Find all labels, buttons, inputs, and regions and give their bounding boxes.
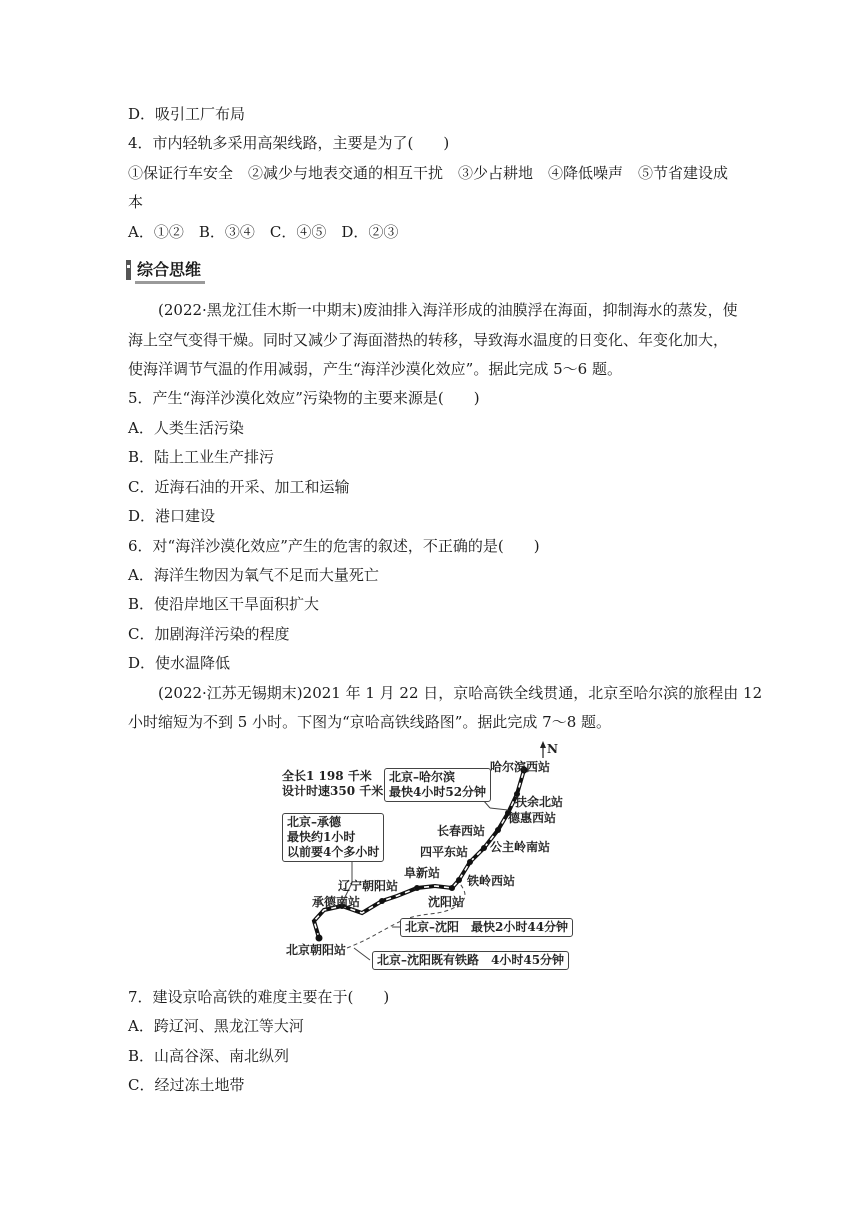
station-tieling-west: 铁岭西站 (467, 874, 516, 888)
question-6-option-d: D．使水温降低 (128, 654, 231, 672)
passage-2-line-2: 小时缩短为不到 5 小时。下图为“京哈高铁线路图”。据此完成 7～8 题。 (128, 713, 612, 731)
question-4-options: A．①② B．③④ C．④⑤ D．②③ (128, 223, 399, 241)
question-4-items-cont: 本 (128, 193, 144, 211)
passage-1-line-2: 海上空气变得干燥。同时又减少了海面潜热的转移，导致海水温度的日变化、年变化加大， (128, 331, 729, 349)
passage-1-line-3: 使海洋调节气温的作用减弱，产生“海洋沙漠化效应”。据此完成 5～6 题。 (128, 360, 622, 378)
railway-route-map (272, 738, 592, 976)
question-5-option-c: C．近海石油的开采、加工和运输 (128, 478, 350, 496)
box-beijing-harbin-line-1: 北京–哈尔滨 (389, 770, 456, 784)
question-5-option-d: D．港口建设 (128, 507, 216, 525)
station-siping-east: 四平东站 (420, 845, 469, 859)
station-dehui-west: 德惠西站 (508, 811, 557, 825)
question-4-stem: 4．市内轻轨多采用高架线路，主要是为了( ) (128, 134, 450, 152)
question-6-option-a: A．海洋生物因为氧气不足而大量死亡 (128, 566, 379, 584)
question-5-option-a: A．人类生活污染 (128, 419, 244, 437)
question-7-option-a: A．跨辽河、黑龙江等大河 (128, 1017, 304, 1035)
box-beijing-chengde-line-2: 最快约1小时 (287, 830, 356, 844)
question-6-stem: 6．对“海洋沙漠化效应”产生的危害的叙述，不正确的是( ) (128, 537, 540, 555)
route-speed-info: 设计时速350 千米 (282, 784, 384, 798)
question-7-option-b: B．山高谷深、南北纵列 (128, 1047, 290, 1065)
station-liaoning-chaoyang: 辽宁朝阳站 (338, 879, 399, 893)
section-title: 综合思维 (135, 257, 205, 284)
box-beijing-chengde-line-1: 北京–承德 (287, 815, 342, 829)
passage-1-line-1: (2022·黑龙江佳木斯一中期末)废油排入海洋形成的油膜浮在海面，抑制海水的蒸发，使 (158, 301, 738, 319)
station-chengde-south: 承德南站 (312, 895, 361, 909)
box-beijing-harbin-line-2: 最快4小时52分钟 (389, 785, 487, 799)
north-arrow-label: N (547, 742, 558, 756)
question-6-option-b: B．使沿岸地区干旱面积扩大 (128, 595, 320, 613)
box-beijing-shenyang: 北京–沈阳 最快2小时44分钟 (400, 918, 573, 937)
station-shenyang: 沈阳站 (428, 895, 465, 909)
question-7-option-c: C．经过冻土地带 (128, 1076, 245, 1094)
section-marker-icon (126, 260, 131, 280)
route-length-info: 全长1 198 千米 (282, 769, 372, 783)
station-fuxin: 阜新站 (404, 866, 441, 880)
question-6-option-c: C．加剧海洋污染的程度 (128, 625, 290, 643)
question-5-option-b: B．陆上工业生产排污 (128, 448, 275, 466)
station-fuyu-north: 扶余北站 (515, 795, 564, 809)
box-beijing-chengde-line-3: 以前要4个多小时 (287, 845, 380, 859)
station-beijing-chaoyang: 北京朝阳站 (286, 943, 347, 957)
question-4-items: ①保证行车安全 ②减少与地表交通的相互干扰 ③少占耕地 ④降低噪声 ⑤节省建设成 (128, 164, 729, 182)
box-beijing-chengde (282, 813, 384, 862)
station-harbin-west: 哈尔滨西站 (490, 760, 551, 774)
section-header (126, 259, 205, 281)
question-7-stem: 7．建设京哈高铁的难度主要在于( ) (128, 988, 390, 1006)
question-5-stem: 5．产生“海洋沙漠化效应”污染物的主要来源是( ) (128, 389, 480, 407)
line-option-d-q3: D．吸引工厂布局 (128, 105, 246, 123)
box-beijing-shenyang-old: 北京–沈阳既有铁路 4小时45分钟 (372, 951, 569, 970)
box-beijing-harbin (384, 768, 491, 802)
station-gongzhuling-south: 公主岭南站 (490, 840, 551, 854)
passage-2-line-1: (2022·江苏无锡期末)2021 年 1 月 22 日，京哈高铁全线贯通，北京至哈尔滨的旅程由 12 (158, 684, 763, 702)
station-changchun-west: 长春西站 (437, 824, 486, 838)
